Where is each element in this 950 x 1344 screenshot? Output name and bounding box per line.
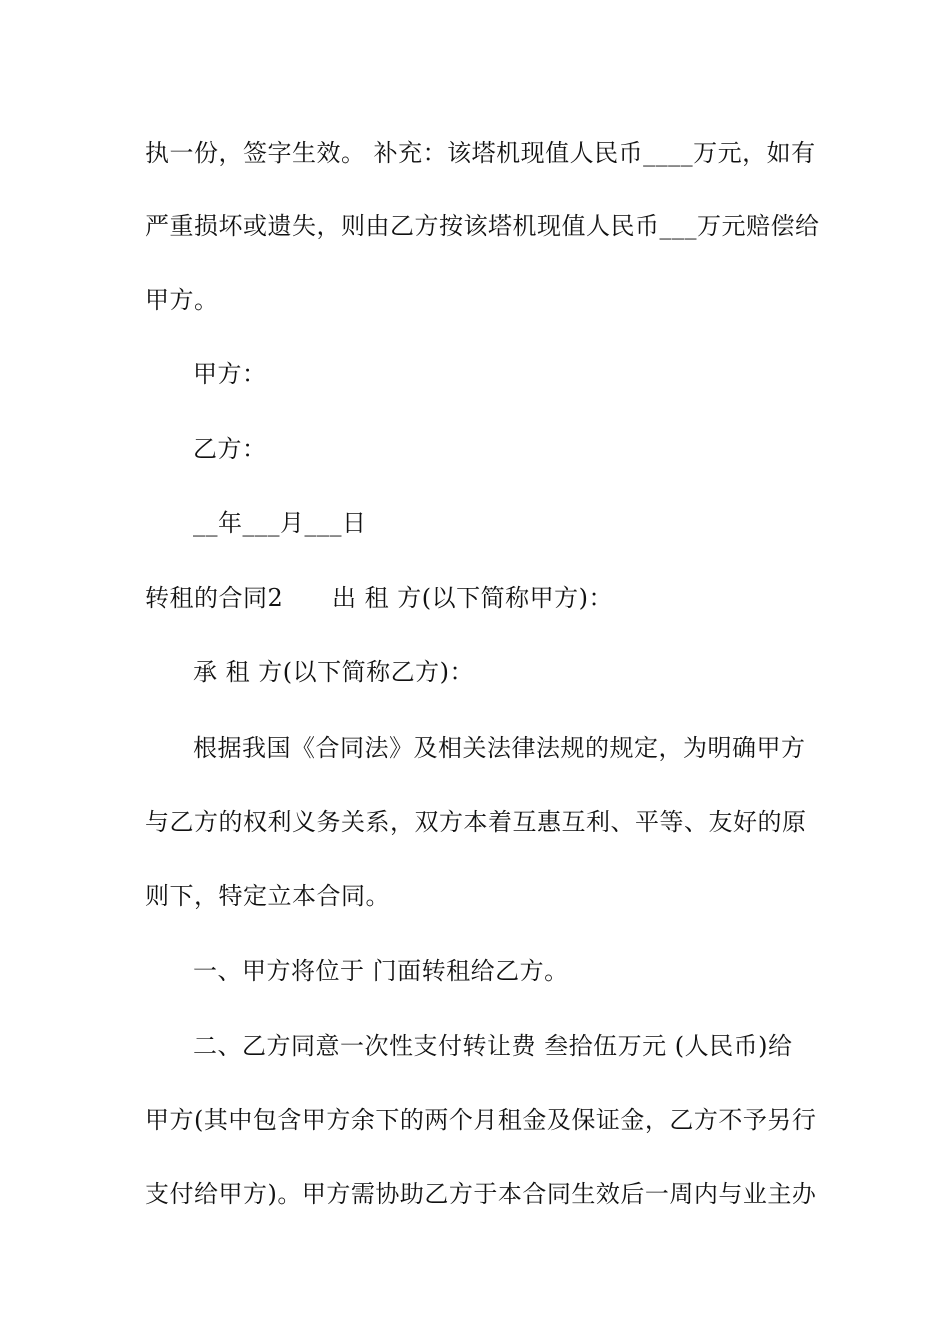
party-a-signature-label: 甲方： — [193, 360, 267, 388]
contract-heading-line: 转租的合同2 出 租 方(以下简称甲方)： — [145, 584, 614, 612]
paragraph-line: 执一份，签字生效。 补充：该塔机现值人民币____万元，如有 — [145, 139, 816, 167]
paragraph-line: 支付给甲方)。甲方需协助乙方于本合同生效后一周内与业主办 — [145, 1180, 817, 1208]
lessee-line: 承 租 方(以下简称乙方)： — [193, 658, 474, 686]
paragraph-line: 则下，特定立本合同。 — [145, 882, 390, 910]
paragraph-line: 与乙方的权利义务关系，双方本着互惠互利、平等、友好的原 — [145, 808, 807, 836]
date-line: __年___月___日 — [193, 509, 367, 537]
paragraph-line: 严重损坏或遗失，则由乙方按该塔机现值人民币___万元赔偿给 — [145, 212, 820, 240]
paragraph-line: 甲方(其中包含甲方余下的两个月租金及保证金，乙方不予另行 — [145, 1106, 817, 1134]
clause-one: 一、甲方将位于 门面转租给乙方。 — [193, 957, 569, 985]
paragraph-line: 根据我国《合同法》及相关法律法规的规定，为明确甲方 — [193, 734, 806, 762]
clause-two: 二、乙方同意一次性支付转让费 叁拾伍万元 (人民币)给 — [193, 1032, 793, 1060]
party-b-signature-label: 乙方： — [193, 435, 267, 463]
paragraph-line: 甲方。 — [145, 286, 219, 314]
